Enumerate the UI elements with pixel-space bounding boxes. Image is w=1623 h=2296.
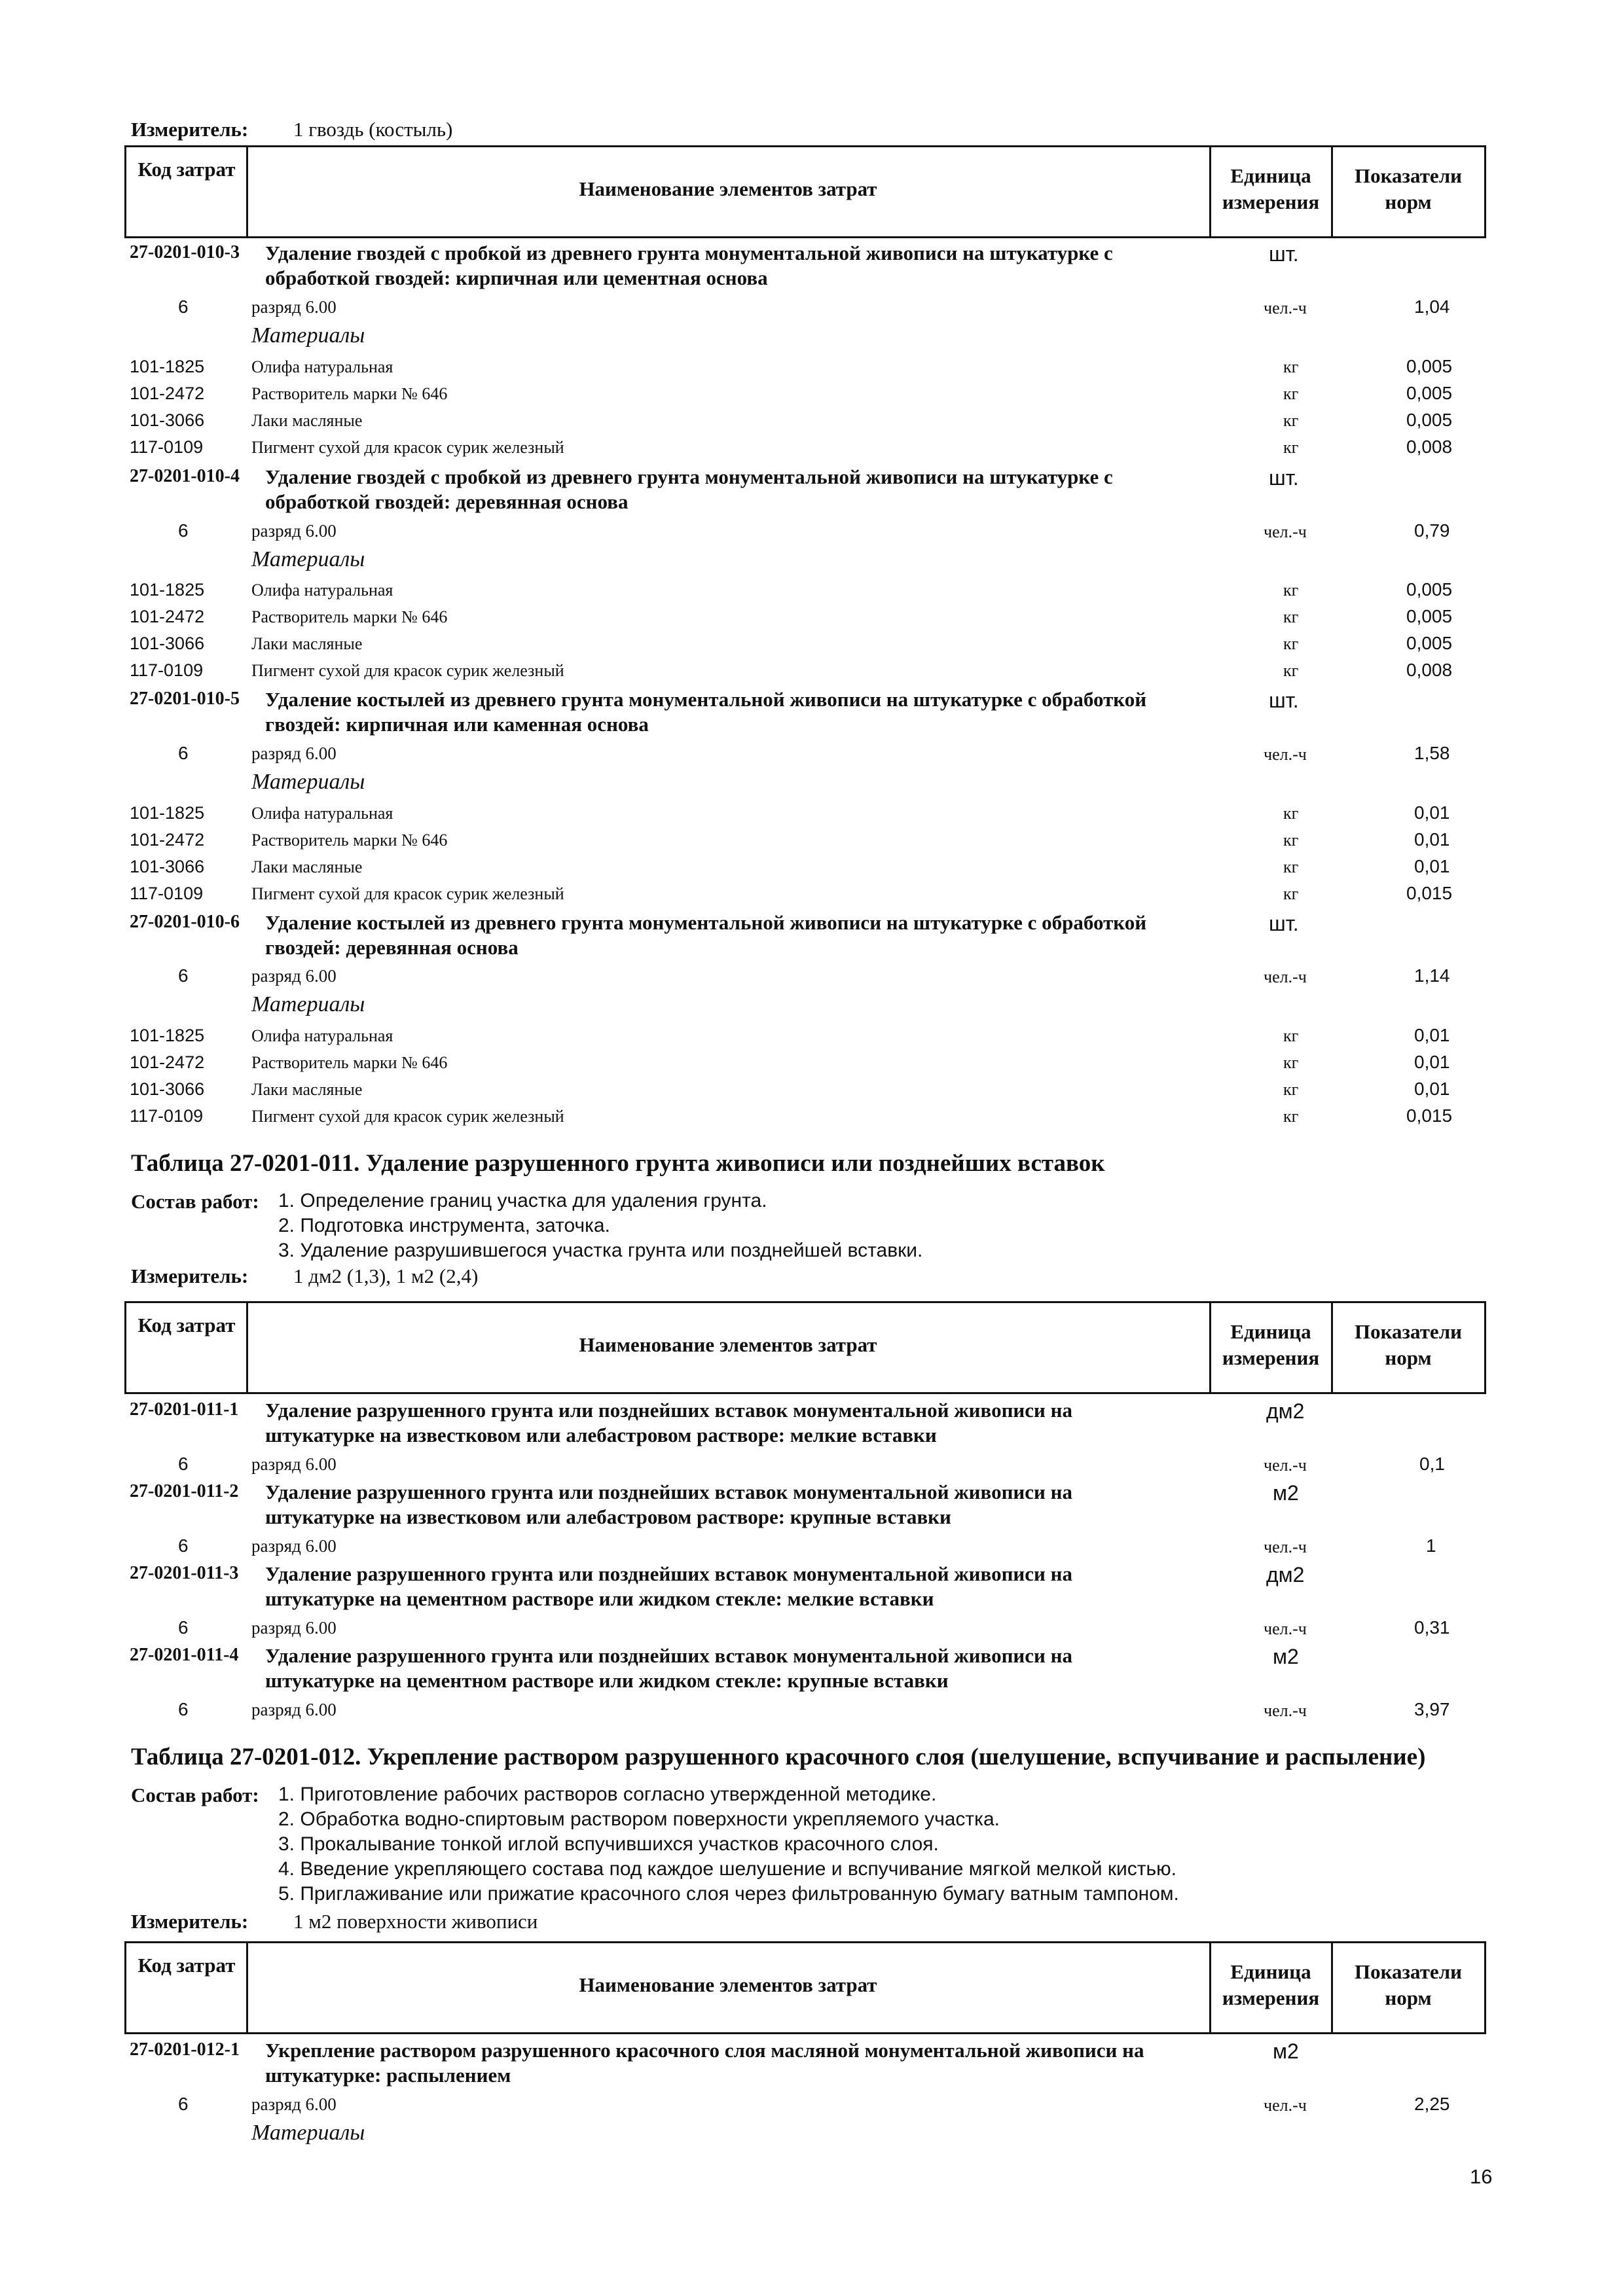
rank-value: 2,25: [1414, 2094, 1450, 2114]
measure-label-011: Измеритель:: [131, 1265, 249, 1287]
table-011-title: Таблица 27-0201-011. Удаление разрушенного грунта живописи или позднейших вставок: [131, 1150, 1105, 1177]
rank-label: разряд 6.00: [251, 744, 337, 763]
material-unit: кг: [1283, 661, 1299, 680]
rank-value: 0,1: [1419, 1454, 1445, 1474]
header-unit-2: измерения: [1222, 1346, 1320, 1369]
rank-number: 6: [178, 296, 189, 317]
item-code: 27-0201-011-4: [130, 1645, 239, 1665]
materials-header: Материалы: [251, 770, 365, 794]
material-name: Пигмент сухой для красок сурик железный: [251, 1107, 564, 1126]
header-norm-1: Показатели: [1355, 164, 1462, 187]
rank-number: 6: [178, 520, 189, 541]
item-title-line2: штукатурке на цементном растворе или жидком стекле: мелкие вставки: [265, 1587, 934, 1610]
materials-header: Материалы: [251, 2121, 365, 2145]
material-unit: кг: [1283, 1053, 1299, 1072]
item-unit: дм2: [1266, 1399, 1305, 1423]
material-name: Растворитель марки № 646: [251, 384, 448, 403]
material-unit: кг: [1283, 411, 1299, 430]
rank-label: разряд 6.00: [251, 966, 337, 986]
header-unit-2: измерения: [1222, 1986, 1320, 2009]
materials-header: Материалы: [251, 547, 365, 571]
rank-unit: чел.-ч: [1264, 1456, 1307, 1475]
material-code: 101-1825: [130, 1026, 205, 1045]
rank-unit: чел.-ч: [1264, 967, 1307, 986]
material-name: Пигмент сухой для красок сурик железный: [251, 438, 564, 457]
material-value: 0,01: [1414, 856, 1450, 876]
work-step: 5. Приглаживание или прижатие красочного слоя через фильтрованную бумагу ватным тампоном.: [278, 1883, 1179, 1905]
header-code: Код затрат: [137, 158, 236, 181]
item-code: 27-0201-010-3: [130, 242, 240, 262]
material-unit: кг: [1283, 384, 1299, 403]
material-value: 0,015: [1406, 883, 1453, 903]
rank-label: разряд 6.00: [251, 1700, 337, 1719]
rank-value: 1,58: [1414, 743, 1450, 763]
item-code: 27-0201-011-3: [130, 1563, 239, 1583]
material-code: 101-1825: [130, 357, 205, 376]
item-unit: дм2: [1266, 1563, 1305, 1587]
rank-label: разряд 6.00: [251, 1536, 337, 1556]
material-code: 117-0109: [130, 884, 204, 903]
page-number: 16: [1470, 2165, 1493, 2188]
materials-header: Материалы: [251, 992, 365, 1016]
material-unit: кг: [1283, 804, 1299, 823]
rank-label: разряд 6.00: [251, 521, 337, 541]
item-unit: м2: [1273, 2039, 1299, 2063]
rank-unit: чел.-ч: [1264, 1619, 1307, 1638]
item-title-line2: гвоздей: кирпичная или каменная основа: [265, 713, 649, 736]
rank-label: разряд 6.00: [251, 1454, 337, 1474]
item-title-line1: Укрепление раствором разрушенного красочного слоя масляной монументальной живописи на: [265, 2039, 1144, 2062]
material-value: 0,005: [1406, 356, 1453, 376]
material-value: 0,008: [1406, 660, 1453, 680]
item-code: 27-0201-011-2: [130, 1481, 239, 1501]
material-name: Лаки масляные: [251, 411, 363, 430]
material-code: 101-2472: [130, 830, 205, 850]
rank-unit: чел.-ч: [1264, 522, 1307, 541]
material-unit: кг: [1283, 438, 1299, 457]
material-value: 0,01: [1414, 829, 1450, 850]
item-unit: шт.: [1269, 466, 1299, 490]
rank-unit: чел.-ч: [1264, 2096, 1307, 2115]
header-unit-1: Единица: [1230, 1320, 1311, 1343]
material-unit: кг: [1283, 634, 1299, 653]
item-title-line1: Удаление разрушенного грунта или позднейших вставок монументальной живописи на: [265, 1562, 1073, 1585]
material-code: 101-3066: [130, 1079, 205, 1099]
item-title-line2: гвоздей: деревянная основа: [265, 936, 519, 959]
rank-number: 6: [178, 965, 189, 986]
work-step: 2. Обработка водно-спиртовым раствором поверхности укрепляемого участка.: [278, 1808, 1000, 1830]
table-header-3: [124, 1941, 1486, 2034]
material-name: Растворитель марки № 646: [251, 831, 448, 850]
rank-label: разряд 6.00: [251, 2094, 337, 2114]
item-title-line1: Удаление костылей из древнего грунта монументальной живописи на штукатурке с обработкой: [265, 688, 1147, 711]
material-name: Лаки масляные: [251, 1080, 363, 1099]
header-unit-1: Единица: [1230, 1960, 1311, 1983]
item-title-line2: обработкой гвоздей: кирпичная или цементная основа: [265, 266, 768, 289]
rank-label: разряд 6.00: [251, 297, 337, 317]
material-code: 101-2472: [130, 1052, 205, 1072]
measure-value-012: 1 м2 поверхности живописи: [293, 1910, 538, 1933]
rank-unit: чел.-ч: [1264, 745, 1307, 764]
table-header-2: [124, 1301, 1486, 1394]
item-unit: шт.: [1269, 912, 1299, 935]
work-step: 3. Удаление разрушившегося участка грунта или позднейшей вставки.: [278, 1240, 923, 1261]
header-code: Код затрат: [137, 1314, 236, 1336]
material-code: 117-0109: [130, 660, 204, 680]
material-unit: кг: [1283, 1107, 1299, 1126]
rank-number: 6: [178, 2094, 189, 2114]
material-value: 0,015: [1406, 1105, 1453, 1126]
rank-value: 1: [1426, 1535, 1436, 1556]
rank-number: 6: [178, 1454, 189, 1474]
material-name: Олифа натуральная: [251, 1026, 393, 1045]
material-unit: кг: [1283, 357, 1299, 376]
material-name: Олифа натуральная: [251, 357, 393, 376]
material-code: 117-0109: [130, 437, 204, 457]
material-name: Растворитель марки № 646: [251, 1053, 448, 1072]
material-value: 0,005: [1406, 579, 1453, 600]
rank-unit: чел.-ч: [1264, 1701, 1307, 1720]
material-code: 101-3066: [130, 857, 205, 876]
material-code: 101-1825: [130, 803, 205, 823]
item-title-line1: Удаление гвоздей с пробкой из древнего грунта монументальной живописи на штукатурке с: [265, 242, 1113, 264]
item-unit: м2: [1273, 1481, 1299, 1505]
item-title-line1: Удаление разрушенного грунта или позднейших вставок монументальной живописи на: [265, 1644, 1073, 1667]
material-name: Лаки масляные: [251, 634, 363, 653]
item-title-line1: Удаление разрушенного грунта или позднейших вставок монументальной живописи на: [265, 1480, 1073, 1503]
rank-number: 6: [178, 1699, 189, 1719]
header-unit-1: Единица: [1230, 164, 1311, 187]
item-code: 27-0201-010-5: [130, 689, 240, 709]
material-value: 0,01: [1414, 802, 1450, 823]
measure-value-011: 1 дм2 (1,3), 1 м2 (2,4): [293, 1265, 479, 1287]
header-norm-2: норм: [1385, 190, 1432, 213]
material-code: 101-2472: [130, 384, 205, 403]
material-unit: кг: [1283, 607, 1299, 626]
material-name: Лаки масляные: [251, 857, 363, 876]
header-norm-1: Показатели: [1355, 1960, 1462, 1983]
material-name: Олифа натуральная: [251, 581, 393, 600]
item-unit: шт.: [1269, 242, 1299, 266]
header-code: Код затрат: [137, 1954, 236, 1977]
header-name: Наименование элементов затрат: [579, 1333, 877, 1356]
header-name: Наименование элементов затрат: [579, 177, 877, 200]
work-step: 4. Введение укрепляющего состава под каждое шелушение и вспучивание мягкой мелкой кистью.: [278, 1858, 1176, 1880]
item-title-line2: штукатурке на известковом или алебастровом растворе: крупные вставки: [265, 1505, 951, 1528]
header-norm-2: норм: [1385, 1986, 1432, 2009]
rank-value: 1,04: [1414, 296, 1450, 317]
item-title-line1: Удаление гвоздей с пробкой из древнего грунта монументальной живописи на штукатурке с: [265, 465, 1113, 488]
material-value: 0,005: [1406, 633, 1453, 653]
material-unit: кг: [1283, 1026, 1299, 1045]
item-title-line1: Удаление разрушенного грунта или позднейших вставок монументальной живописи на: [265, 1399, 1073, 1422]
material-code: 117-0109: [130, 1106, 204, 1126]
table-012-title: Таблица 27-0201-012. Укрепление раствором разрушенного красочного слоя (шелушение, вспучивание и распыление): [131, 1744, 1426, 1770]
material-value: 0,005: [1406, 606, 1453, 626]
rank-value: 0,31: [1414, 1617, 1450, 1638]
work-step: 2. Подготовка инструмента, заточка.: [278, 1215, 610, 1236]
material-name: Пигмент сухой для красок сурик железный: [251, 884, 564, 903]
material-name: Растворитель марки № 646: [251, 607, 448, 626]
material-code: 101-1825: [130, 580, 205, 600]
item-title-line2: обработкой гвоздей: деревянная основа: [265, 490, 629, 513]
material-value: 0,01: [1414, 1079, 1450, 1099]
item-title-line1: Удаление костылей из древнего грунта монументальной живописи на штукатурке с обработкой: [265, 911, 1147, 934]
measure-label: Измеритель:: [131, 118, 249, 141]
work-step: 1. Определение границ участка для удаления грунта.: [278, 1190, 767, 1211]
work-step: 1. Приготовление рабочих растворов согласно утвержденной методике.: [278, 1784, 937, 1805]
material-value: 0,005: [1406, 383, 1453, 403]
rank-unit: чел.-ч: [1264, 298, 1307, 317]
material-value: 0,01: [1414, 1025, 1450, 1045]
measure-label-012: Измеритель:: [131, 1910, 249, 1933]
item-code: 27-0201-010-4: [130, 466, 240, 486]
item-unit: шт.: [1269, 689, 1299, 712]
material-value: 0,008: [1406, 437, 1453, 457]
materials-header: Материалы: [251, 323, 365, 348]
rank-value: 1,14: [1414, 965, 1450, 986]
material-unit: кг: [1283, 831, 1299, 850]
measure-value: 1 гвоздь (костыль): [293, 118, 453, 141]
material-unit: кг: [1283, 884, 1299, 903]
material-name: Олифа натуральная: [251, 804, 393, 823]
item-unit: м2: [1273, 1645, 1299, 1668]
rank-value: 0,79: [1414, 520, 1450, 541]
item-title-line2: штукатурке: распылением: [265, 2064, 511, 2087]
material-code: 101-2472: [130, 607, 205, 626]
work-label-012: Состав работ:: [131, 1784, 259, 1806]
material-value: 0,005: [1406, 410, 1453, 430]
rank-number: 6: [178, 1535, 189, 1556]
rank-unit: чел.-ч: [1264, 1537, 1307, 1556]
header-norm-1: Показатели: [1355, 1320, 1462, 1343]
material-name: Пигмент сухой для красок сурик железный: [251, 661, 564, 680]
header-norm-2: норм: [1385, 1346, 1432, 1369]
table-header-1: [124, 145, 1486, 238]
item-code: 27-0201-010-6: [130, 912, 240, 932]
material-unit: кг: [1283, 581, 1299, 600]
item-title-line2: штукатурке на цементном растворе или жидком стекле: крупные вставки: [265, 1669, 949, 1692]
material-value: 0,01: [1414, 1052, 1450, 1072]
rank-value: 3,97: [1414, 1699, 1450, 1719]
work-label-011: Состав работ:: [131, 1190, 259, 1213]
material-code: 101-3066: [130, 634, 205, 653]
rank-number: 6: [178, 743, 189, 763]
rank-label: разряд 6.00: [251, 1618, 337, 1638]
item-code: 27-0201-011-1: [130, 1399, 239, 1420]
work-step: 3. Прокалывание тонкой иглой вспучившихся участков красочного слоя.: [278, 1833, 939, 1855]
rank-number: 6: [178, 1617, 189, 1638]
item-title-line2: штукатурке на известковом или алебастровом растворе: мелкие вставки: [265, 1424, 937, 1446]
material-unit: кг: [1283, 857, 1299, 876]
header-name: Наименование элементов затрат: [579, 1973, 877, 1996]
item-code: 27-0201-012-1: [130, 2039, 240, 2060]
header-unit-2: измерения: [1222, 190, 1320, 213]
material-unit: кг: [1283, 1080, 1299, 1099]
material-code: 101-3066: [130, 410, 205, 430]
